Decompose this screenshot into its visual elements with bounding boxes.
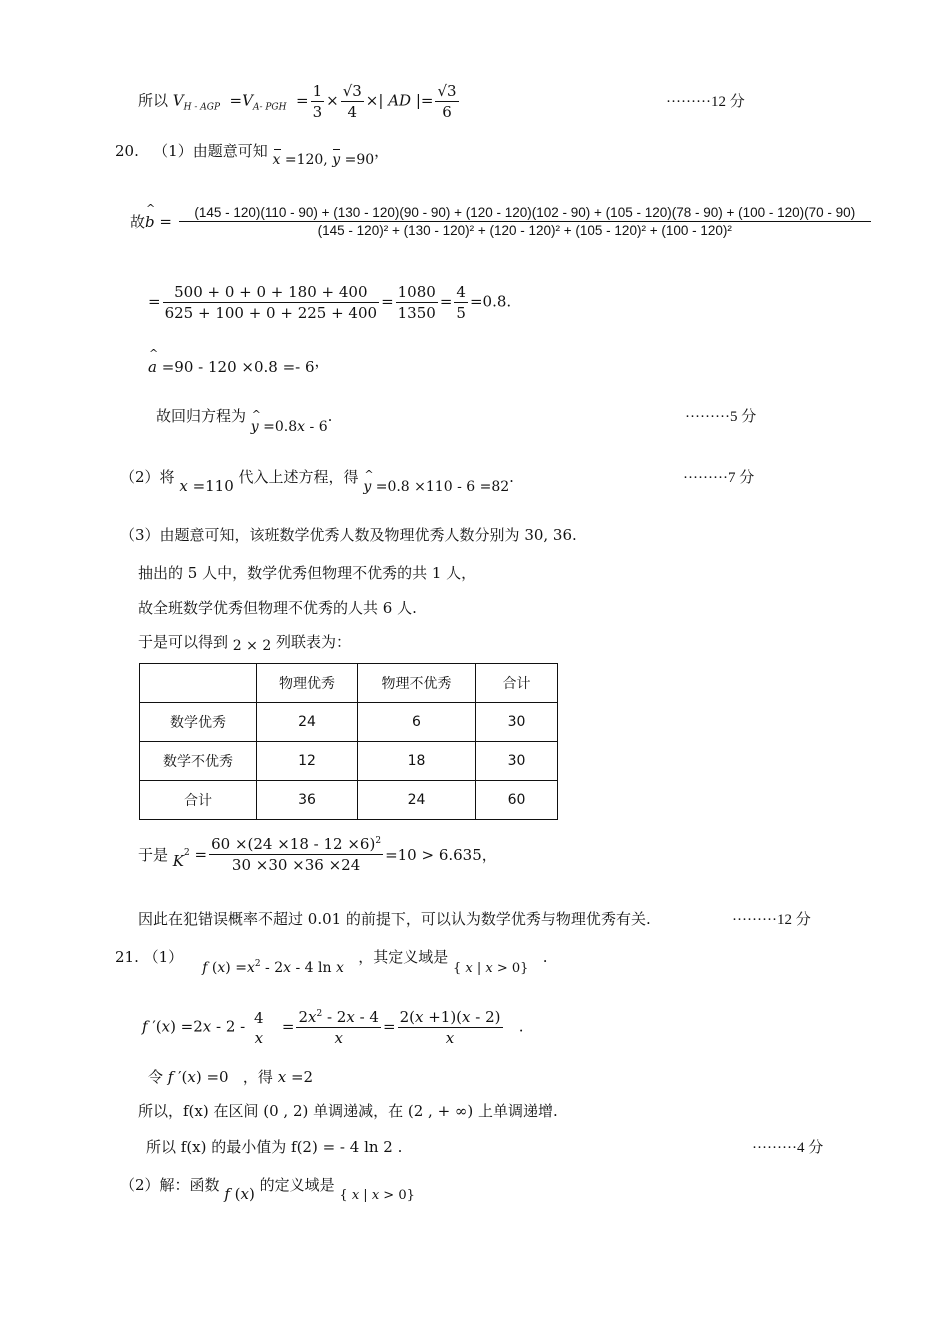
- score-7: ·········7 分: [683, 470, 755, 486]
- table-header: 物理不优秀: [358, 664, 476, 703]
- q20-part1-intro: （1）由题意可知: [153, 142, 268, 160]
- table-cell: 24: [257, 703, 358, 742]
- q21-part2-line: （2）解：函数 f (x) 的定义域是 { x | x > 0}: [120, 1176, 415, 1203]
- k2-prefix: 于是: [138, 846, 169, 864]
- q20-header: 20. （1）由题意可知 x =120, y =90，: [115, 142, 390, 168]
- table-cell: 6: [358, 703, 476, 742]
- part3-line2: 抽出的 5 人中，数学优秀但物理不优秀的共 1 人，: [138, 564, 477, 582]
- b-hat-line: 故^ b = (145 - 120)(110 - 90) + (130 - 120)(90 - 90) + (120 - 120)(102 - 90) + (105 - 120)(78 - 90) + (100 - 120)(70 - 90) (145 - 120)² + (130 - 120)² + (120 - 120)² + (105 - 120)² + (100 - 120)²: [130, 205, 873, 238]
- q21-part2-text: （2）解：函数: [120, 1176, 220, 1194]
- derivative-line: f ′(x) =2x - 2 - 4 x = $\frac{2x^2 - 2x - 4}{x}$ = $\frac{2(x +1)(x - 2)}{x}$ .: [142, 1008, 524, 1047]
- volume-prefix: 所以: [138, 91, 169, 110]
- monotone-line: 所以，f(x) 在区间 (0 , 2) 单调递减，在 (2 , + ∞) 上单调递增.: [138, 1102, 558, 1120]
- table-header: 物理优秀: [257, 664, 358, 703]
- k2-line: 于是 $K^2$ = $\frac{60 \times(24 \times 18 - 12 \times 6)^2}{30 \times 30 \times 36 \times 24}$ =10 > 6.635，: [138, 835, 497, 874]
- score-12-b: ·········12 分: [732, 912, 811, 928]
- a-hat-line: ^ a =90 - 120 ×0.8 =- 6，: [148, 356, 330, 377]
- q21-part1: （1）: [143, 948, 184, 966]
- part2-text1: （2）将: [120, 468, 175, 486]
- minimum-line: 所以 f(x) 的最小值为 f(2) = - 4 ln 2 .: [146, 1138, 403, 1156]
- table-cell: 60: [476, 781, 558, 820]
- volume-line: 所以 $V_{H - AGP} =V_{A- PGH}$ = $\frac{1}{3}$ × $\frac{√3}{4}$ ×| AD |= $\frac{√3}{6}$: [138, 82, 457, 121]
- conclusion-line: 因此在犯错误概率不超过 0.01 的前提下，可以认为数学优秀与物理优秀有关.: [138, 910, 651, 928]
- table-cell: [140, 664, 257, 703]
- table-cell: 18: [358, 742, 476, 781]
- regression-line: 故回归方程为 ^ y =0.8x - 6.: [156, 405, 332, 426]
- q21-domain-text: ，其定义域是: [358, 948, 449, 966]
- table-cell: 30: [476, 742, 558, 781]
- part3-line4a: 于是可以得到: [138, 633, 229, 651]
- part2-line: （2）将 x =110 代入上述方程，得 ^ y =0.8 ×110 - 6 =82.: [120, 466, 514, 487]
- part2-text2: 代入上述方程，得: [238, 468, 359, 486]
- part3-line3: 故全班数学优秀但物理不优秀的人共 6 人.: [138, 599, 417, 617]
- b-numerator: (145 - 120)(110 - 90) + (130 - 120)(90 - 90) + (120 - 120)(102 - 90) + (105 - 120)(78 - 90) + (100 - 120)(70 - 90): [179, 205, 871, 222]
- q21-part2-domain-text: 的定义域是: [259, 1176, 335, 1194]
- part3-line4b: 2 × 2: [232, 638, 272, 654]
- score-12-a: ·········12 分: [666, 94, 745, 110]
- table-cell: 24: [358, 781, 476, 820]
- table-cell: 数学不优秀: [140, 742, 257, 781]
- regression-text: 故回归方程为: [156, 407, 247, 425]
- b-denominator: (145 - 120)² + (130 - 120)² + (120 - 120)² + (105 - 120)² + (100 - 120)²: [317, 223, 732, 238]
- table-cell: 12: [257, 742, 358, 781]
- zero-text2: ，得: [242, 1068, 273, 1086]
- table-row: [140, 703, 558, 742]
- part3-line4: [138, 631, 351, 652]
- q21-header: 21. （1） f $(x) =x^2 - 2x - 4$ ln x ，其定义域是 { x | x > 0} .: [115, 948, 548, 976]
- table-cell: 36: [257, 781, 358, 820]
- table-cell: 30: [476, 703, 558, 742]
- table-row: [140, 781, 558, 820]
- b-prefix: 故: [130, 213, 146, 231]
- b-hat-fraction: [179, 205, 871, 238]
- zero-text1: 令: [148, 1068, 164, 1086]
- part3-line1: （3）由题意可知，该班数学优秀人数及物理优秀人数分别为 30, 36.: [120, 526, 577, 544]
- table-cell: 数学优秀: [140, 703, 257, 742]
- part3-line4c: 列联表为：: [276, 633, 352, 651]
- score-4: ·········4 分: [752, 1140, 824, 1156]
- contingency-table: [139, 663, 558, 820]
- q21-number: 21.: [115, 948, 139, 966]
- table-row: [140, 742, 558, 781]
- b-simplified-line: = $\frac{500 + 0 + 0 + 180 + 400}{625 + 100 + 0 + 225 + 400}$ = $\frac{1080}{1350}$ = $\frac{4}{5}$ =0.8.: [148, 283, 512, 322]
- score-5: ·········5 分: [685, 409, 757, 425]
- q20-number: 20.: [115, 142, 139, 160]
- zero-line: 令 f ′(x) =0 ，得 x =2: [148, 1068, 314, 1086]
- table-header-row: [140, 664, 558, 703]
- table-cell: 合计: [140, 781, 257, 820]
- table-header: 合计: [476, 664, 558, 703]
